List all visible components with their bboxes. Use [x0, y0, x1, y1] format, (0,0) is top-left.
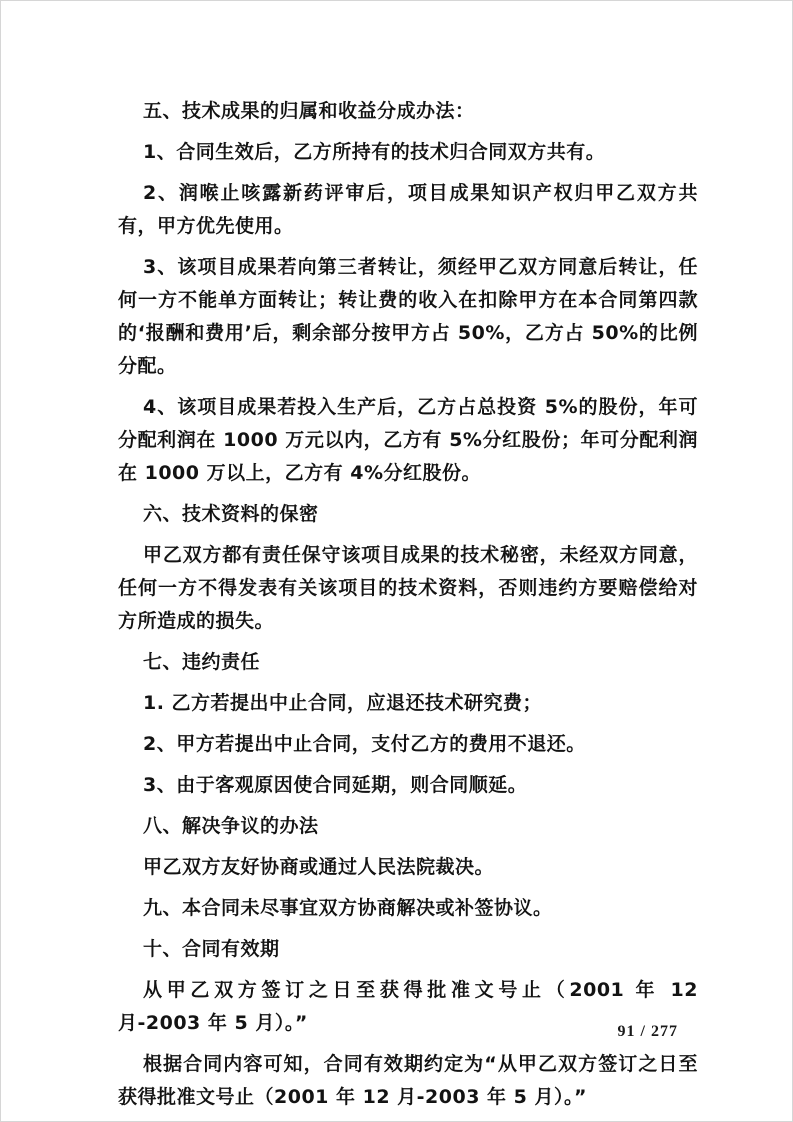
clause-8-body: 甲乙双方友好协商或通过人民法院裁决。 — [143, 856, 495, 878]
section-heading-8: 八、解决争议的办法 — [143, 815, 319, 837]
clause-5-1: 1、合同生效后，乙方所持有的技术归合同双方共有。 — [143, 141, 606, 163]
conclusion-paragraph: 根据合同内容可知，合同有效期约定为“从甲乙双方签订之日至获得批准文号止（2001 年 12 月-2003 年 5 月）。” — [118, 1053, 698, 1108]
clause-5-2: 2、润喉止咳露新药评审后，项目成果知识产权归甲乙双方共有，甲方优先使用。 — [118, 182, 698, 237]
document-body — [118, 95, 698, 1122]
section-heading-5: 五、技术成果的归属和收益分成办法： — [143, 100, 475, 122]
clause-5-3: 3、该项目成果若向第三者转让，须经甲乙双方同意后转让，任何一方不能单方面转让；转让费的收入在扣除甲方在本合同第四款的‘报酬和费用’后，剩余部分按甲方占 50%，乙方占 50%的比例分配。 — [118, 256, 698, 377]
clause-7-3: 3、由于客观原因使合同延期，则合同顺延。 — [143, 774, 528, 796]
clause-5-4: 4、该项目成果若投入生产后，乙方占总投资 5%的股份，年可分配利润在 1000 万元以内，乙方有 5%分红股份；年可分配利润在 1000 万以上，乙方有 4%分红股份。 — [118, 396, 698, 484]
section-9: 九、本合同未尽事宜双方协商解决或补签协议。 — [143, 897, 553, 919]
clause-10-body: 从甲乙双方签订之日至获得批准文号止（2001 年 12 月-2003 年 5 月）。” — [118, 979, 698, 1034]
section-heading-7: 七、违约责任 — [143, 651, 261, 673]
section-heading-10: 十、合同有效期 — [143, 938, 280, 960]
clause-7-2: 2、甲方若提出中止合同，支付乙方的费用不退还。 — [143, 733, 586, 755]
section-heading-6: 六、技术资料的保密 — [143, 503, 319, 525]
clause-7-1: 1. 乙方若提出中止合同，应退还技术研究费； — [143, 692, 543, 714]
page-number: 91 / 277 — [617, 1023, 678, 1040]
clause-6-body: 甲乙双方都有责任保守该项目成果的技术秘密，未经双方同意，任何一方不得发表有关该项目的技术资料，否则违约方要赔偿给对方所造成的损失。 — [118, 544, 698, 632]
